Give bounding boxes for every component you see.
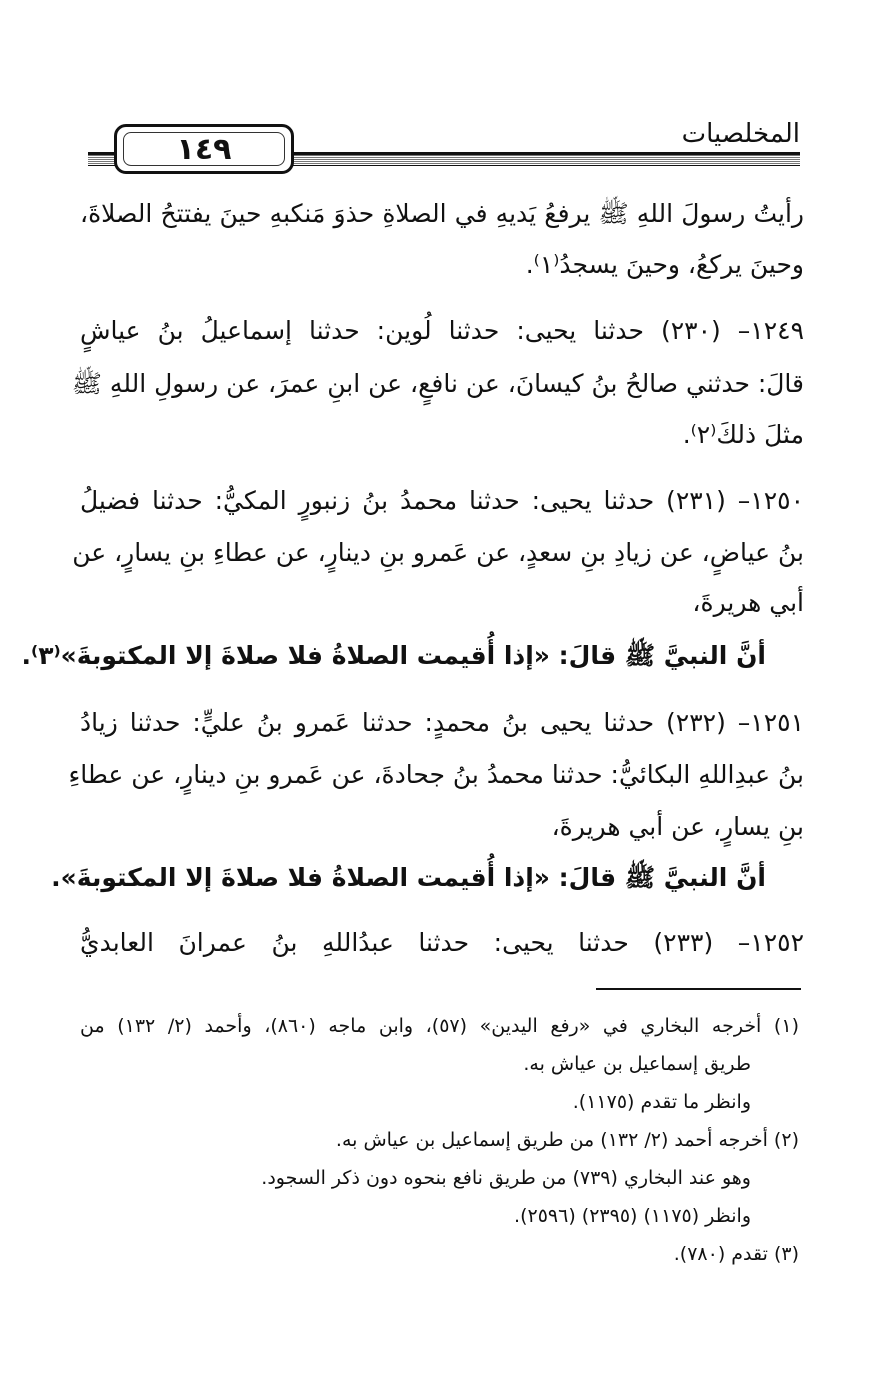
hadith-1249-line: ١٢٤٩– (٢٣٠) حدثنا يحيى: حدثنا لُوين: حدثنا إسماعيلُ بنُ عياشٍ: [80, 316, 804, 345]
text-line: مثلَ ذلكَ⁽٢⁾.: [682, 420, 804, 449]
page-number: ١٤٩: [176, 131, 232, 167]
text-line: وحينَ يركعُ، وحينَ يسجدُ⁽١⁾.: [525, 250, 804, 279]
page-header: [88, 116, 800, 178]
text-line: أبي هريرةَ،: [692, 588, 804, 617]
page-number-frame: [114, 124, 294, 174]
matn-line: أنَّ النبيَّ ﷺ قالَ: «إذا أُقيمت الصلاةُ فلا صلاةَ إلا المكتوبةَ».: [51, 863, 766, 892]
footnote-separator: [596, 988, 801, 990]
footnote-1: (١) أخرجه البخاري في «رفع اليدين» (٥٧)، وابن ماجه (٨٦٠)، وأحمد (٢/ ١٣٢) من: [80, 1015, 799, 1037]
footnote-line: وهو عند البخاري (٧٣٩) من طريق نافع بنحوه دون ذكر السجود.: [261, 1167, 751, 1189]
footnote-2: (٢) أخرجه أحمد (٢/ ١٣٢) من طريق إسماعيل بن عياش به.: [335, 1129, 799, 1151]
footnote-line: طريق إسماعيل بن عياش به.: [523, 1053, 751, 1075]
hadith-1252-line: ١٢٥٢– (٢٣٣) حدثنا يحيى: حدثنا عبدُاللهِ بنُ عمرانَ العابديُّ: [80, 928, 804, 957]
footnote-line: وانظر (١١٧٥) (٢٣٩٥) (٢٥٩٦).: [514, 1205, 751, 1227]
text-line: بنِ يسارٍ، عن أبي هريرةَ،: [551, 812, 804, 841]
running-title: المخلصيات: [672, 116, 800, 152]
matn-line: أنَّ النبيَّ ﷺ قالَ: «إذا أُقيمت الصلاةُ فلا صلاةَ إلا المكتوبةَ»⁽٣⁾.: [21, 641, 766, 670]
text-line: بنُ عياضٍ، عن زيادِ بنِ سعدٍ، عن عَمرو بنِ دينارٍ، عن عطاءِ بنِ يسارٍ، عن: [72, 538, 804, 567]
footnote-3: (٣) تقدم (٧٨٠).: [673, 1243, 799, 1265]
hadith-1251-line: ١٢٥١– (٢٣٢) حدثنا يحيى بنُ محمدٍ: حدثنا عَمرو بنُ عليٍّ: حدثنا زيادُ: [80, 708, 804, 737]
hadith-1250-line: ١٢٥٠– (٢٣١) حدثنا يحيى: حدثنا محمدُ بنُ زنبورٍ المكيُّ: حدثنا فضيلُ: [80, 486, 804, 515]
footnote-line: وانظر ما تقدم (١١٧٥).: [572, 1091, 751, 1113]
text-line: قالَ: حدثني صالحُ بنُ كيسانَ، عن نافعٍ، عن ابنِ عمرَ، عن رسولِ اللهِ ﷺ: [71, 369, 804, 398]
text-line: رأيتُ رسولَ اللهِ ﷺ يرفعُ يَديهِ في الصلاةِ حذوَ مَنكبهِ حينَ يفتتحُ الصلاةَ،: [80, 199, 804, 228]
text-line: بنُ عبدِاللهِ البكائيُّ: حدثنا محمدُ بنُ جحادةَ، عن عَمرو بنِ دينارٍ، عن عطاءِ: [68, 760, 804, 789]
